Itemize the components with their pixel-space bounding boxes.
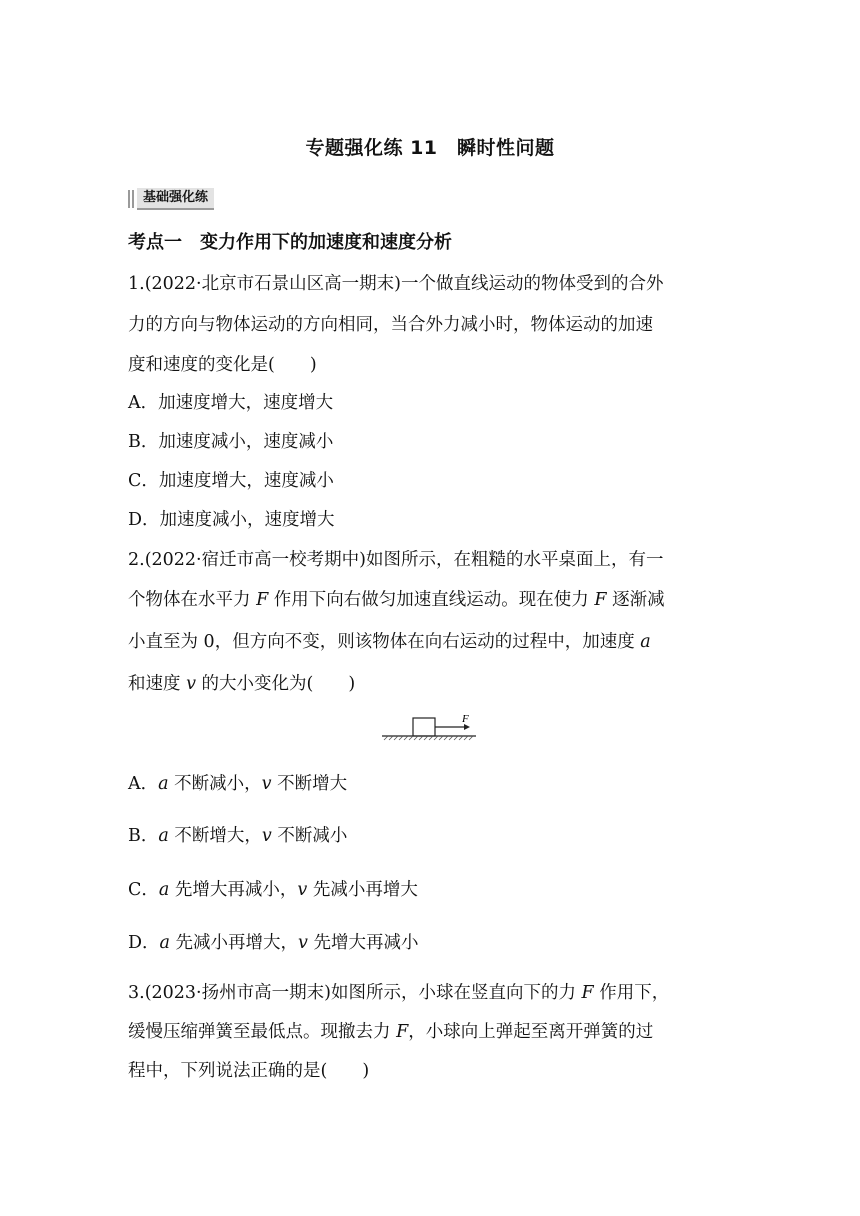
q1-option-b: B．加速度减小，速度减小: [128, 432, 334, 452]
force-label: F: [462, 713, 469, 725]
block-force-figure: [380, 712, 480, 746]
q2-option-d: D．a 先减小再增大，v 先增大再减小: [128, 933, 419, 953]
q2-line-4: 和速度 v 的大小变化为( ): [128, 674, 356, 694]
page-title: 专题强化练 11 瞬时性问题: [305, 137, 555, 159]
q1-option-a: A．加速度增大，速度增大: [128, 393, 334, 413]
q2-option-c: C．a 先增大再减小，v 先减小再增大: [128, 880, 418, 900]
q3-line-2: 缓慢压缩弹簧至最低点。现撤去力 F，小球向上弹起至离开弹簧的过: [128, 1022, 654, 1042]
q1-line-2: 力的方向与物体运动的方向相同，当合外力减小时，物体运动的加速: [128, 315, 653, 335]
q2-line-2: 个物体在水平力 F 作用下向右做匀加速直线运动。现在使力 F 逐渐减: [128, 590, 665, 610]
q2-line-1: 2.(2022·宿迁市高一校考期中)如图所示，在粗糙的水平桌面上，有一: [128, 550, 664, 570]
section-tag-bars: [128, 190, 134, 208]
q2-option-b: B．a 不断增大，v 不断减小: [128, 826, 348, 846]
q2-option-a: A．a 不断减小，v 不断增大: [128, 774, 348, 794]
q2-line-3: 小直至为 0，但方向不变，则该物体在向右运动的过程中，加速度 a: [128, 632, 651, 652]
block-shape: [413, 718, 435, 736]
q3-line-3: 程中，下列说法正确的是( ): [128, 1061, 370, 1081]
section-tag-label: 基础强化练: [137, 188, 214, 210]
q1-line-1: 1.(2022·北京市石景山区高一期末)一个做直线运动的物体受到的合外: [128, 274, 664, 294]
topic-heading: 考点一 变力作用下的加速度和速度分析: [128, 232, 452, 253]
section-tag: [128, 188, 214, 210]
q1-option-d: D．加速度减小，速度增大: [128, 510, 335, 530]
q1-option-c: C．加速度增大，速度减小: [128, 471, 334, 491]
q3-line-1: 3.(2023·扬州市高一期末)如图所示，小球在竖直向下的力 F 作用下，: [128, 983, 670, 1003]
q1-line-3: 度和速度的变化是( ): [128, 355, 317, 375]
